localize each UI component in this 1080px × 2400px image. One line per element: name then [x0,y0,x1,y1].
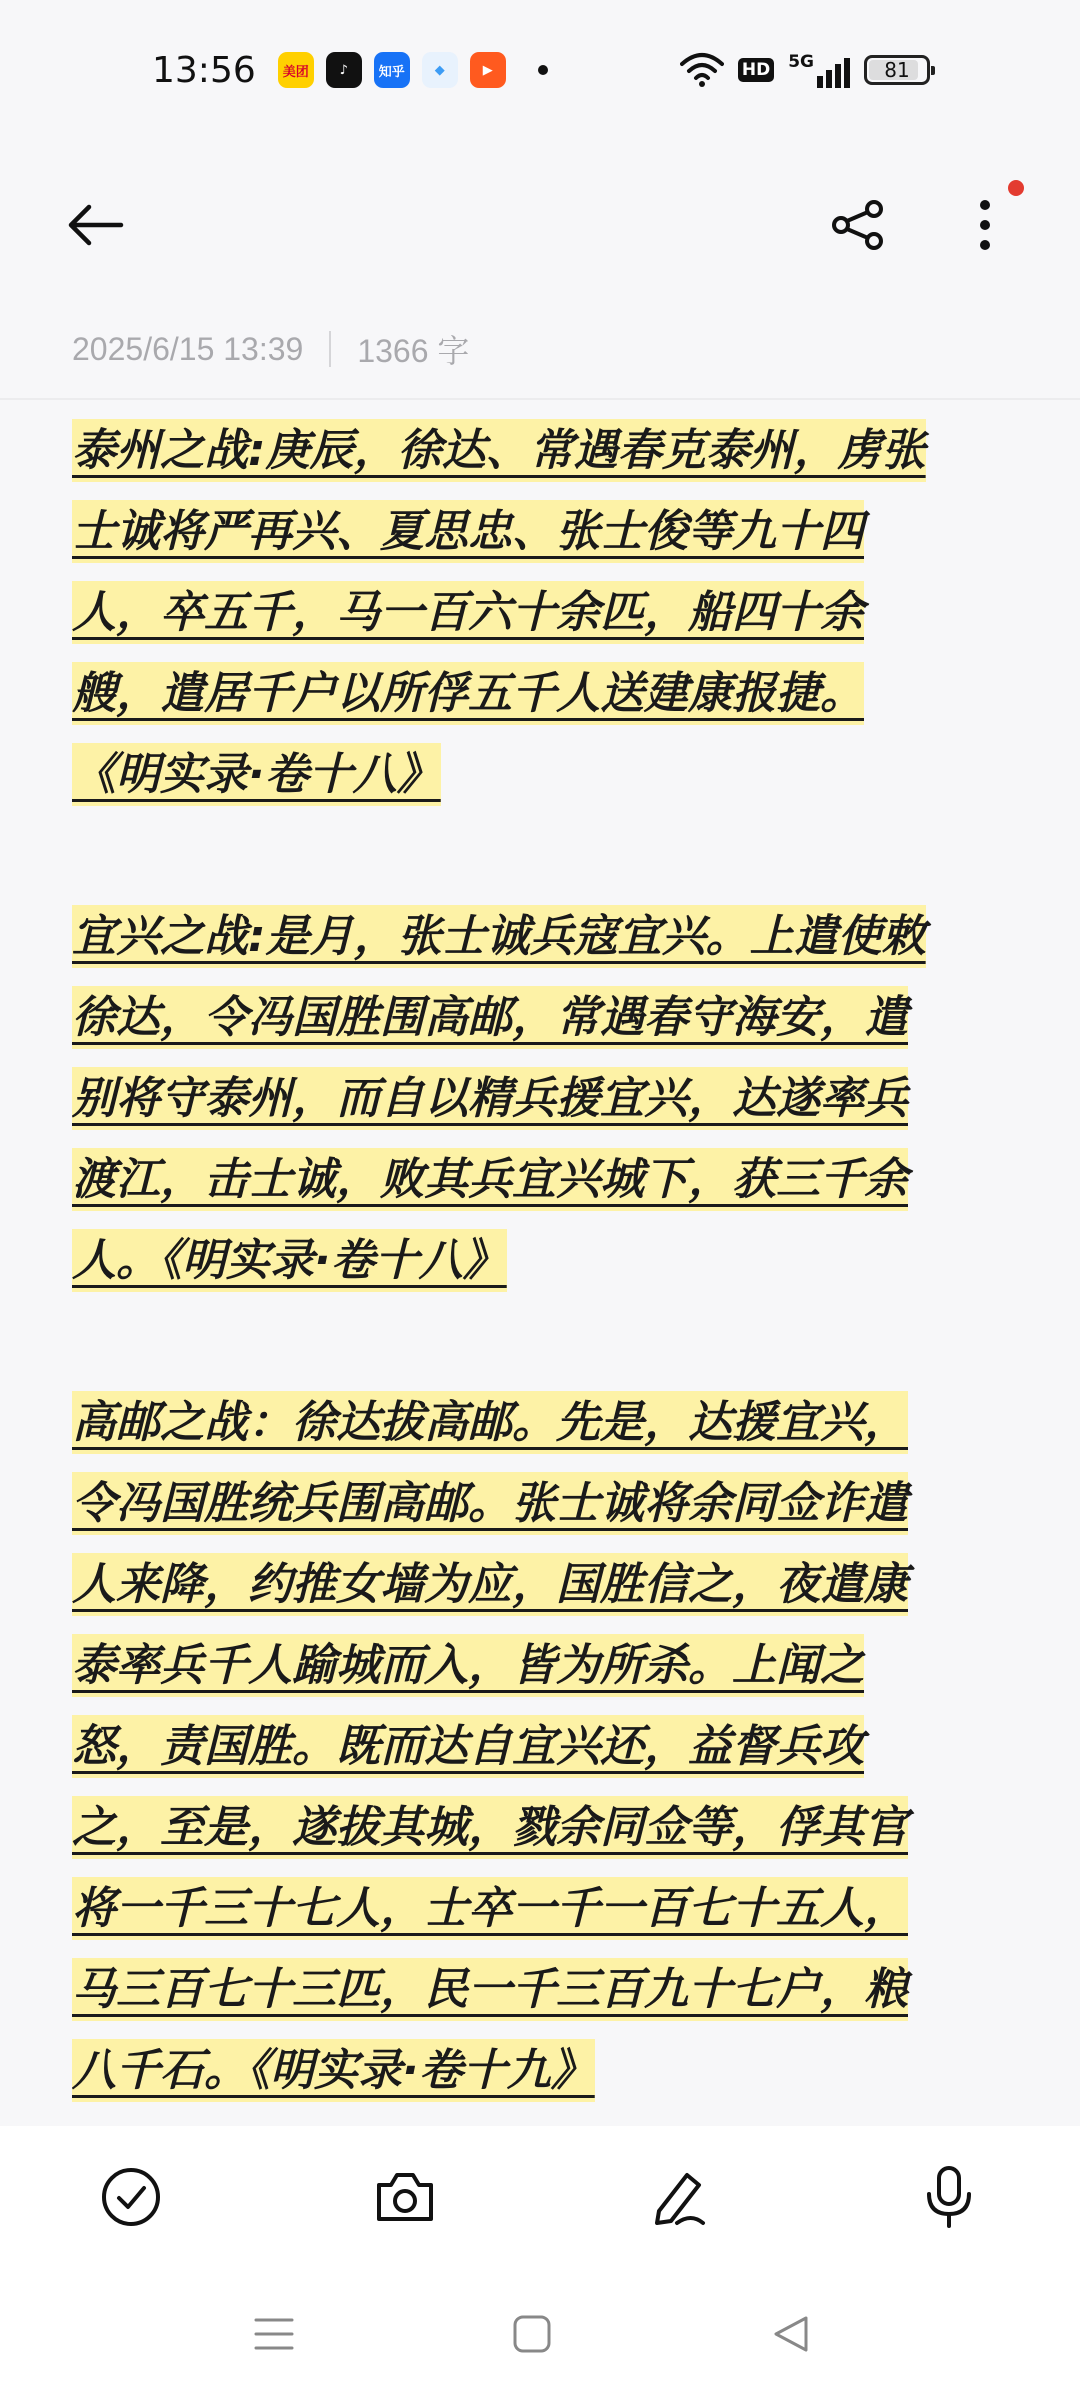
text-line: 泰州之战:庚辰，徐达、常遇春克泰州，虏张 [72,419,926,482]
back-nav-button[interactable] [750,2294,830,2374]
text-line: 之，至是，遂拔其城，戮余同佥等，俘其官 [72,1796,908,1859]
voice-input-button[interactable] [906,2154,992,2240]
text-line: 怒，责国胜。既而达自宜兴还，益督兵攻 [72,1715,864,1778]
more-vertical-icon [975,197,995,253]
back-button[interactable] [60,190,130,260]
text-line: 令冯国胜统兵围高邮。张士诚将余同佥诈遣 [72,1472,908,1535]
note-toolbar [0,160,1080,290]
meta-divider [329,331,331,367]
menu-lines-icon [254,2316,294,2352]
microphone-icon [921,2164,977,2230]
browser-icon: ◆ [422,52,458,88]
share-icon [830,200,886,250]
hd-voice-badge: HD [738,58,774,82]
network-type-label: 5G [788,52,814,72]
handwriting-button[interactable] [636,2154,722,2240]
text-line: 高邮之战：徐达拔高邮。先是，达援宜兴， [72,1391,908,1454]
text-line: 渡江，击士诚，败其兵宜兴城下，获三千余 [72,1148,908,1211]
text-line: 宜兴之战:是月，张士诚兵寇宜兴。上遣使敕 [72,905,926,968]
checklist-icon [100,2166,162,2228]
note-word-count: 1366 字 [357,333,470,369]
back-arrow-icon [65,203,125,247]
battery-level: 81 [884,58,910,82]
meituan-icon: 美团 [278,52,314,88]
status-clock: 13:56 [152,49,256,91]
more-notifications-dot-icon [538,65,548,75]
status-indicators [680,52,930,88]
paragraph-gaoyou [72,1382,1012,2111]
home-button[interactable] [492,2294,572,2374]
paragraph-yixing [72,896,1012,1301]
cellular-signal-icon [788,52,850,88]
back-triangle-icon [770,2314,810,2354]
zhihu-icon: 知乎 [374,52,410,88]
recent-apps-button[interactable] [234,2294,314,2374]
paragraph-taizhou [72,410,1012,815]
edit-toolbar [0,2126,1080,2266]
text-line: 将一千三十七人，士卒一千一百七十五人， [72,1877,908,1940]
more-options-button[interactable] [950,190,1020,260]
notification-app-icons [278,52,548,88]
paragraph-text [72,410,1012,815]
header-divider [0,398,1080,400]
text-line: 《明实录·卷十八》 [72,743,441,806]
text-line: 八千石。《明实录·卷十九》 [72,2039,595,2102]
camera-icon [373,2169,437,2225]
text-line: 艘，遣居千户以所俘五千人送建康报捷。 [72,662,864,725]
status-bar [0,0,1080,140]
battery-icon [864,55,930,85]
checklist-button[interactable] [88,2154,174,2240]
home-square-icon [512,2314,552,2354]
note-content[interactable] [72,410,1012,2120]
text-line: 马三百七十三匹，民一千三百九十七户，粮 [72,1958,908,2021]
system-navigation-bar [0,2266,1080,2400]
paragraph-text [72,896,1012,1301]
text-line: 徐达，令冯国胜围高邮，常遇春守海安，遣 [72,986,908,1049]
paragraph-text [72,1382,1012,2111]
kuaishou-icon: ▶ [470,52,506,88]
note-meta [72,326,469,372]
text-line: 泰率兵千人踰城而入，皆为所杀。上闻之 [72,1634,864,1697]
text-line: 人，卒五千，马一百六十余匹，船四十余 [72,581,864,644]
text-line: 人来降，约推女墙为应，国胜信之，夜遣康 [72,1553,908,1616]
camera-button[interactable] [362,2154,448,2240]
douyin-icon: ♪ [326,52,362,88]
text-line: 士诚将严再兴、夏思忠、张士俊等九十四 [72,500,864,563]
text-line: 别将守泰州，而自以精兵援宜兴，达遂率兵 [72,1067,908,1130]
note-datetime: 2025/6/15 13:39 [72,330,304,367]
update-notification-dot [1008,180,1024,196]
wifi-icon [680,52,724,88]
text-line: 人。《明实录·卷十八》 [72,1229,507,1292]
pen-icon [647,2165,711,2229]
share-button[interactable] [820,190,896,260]
